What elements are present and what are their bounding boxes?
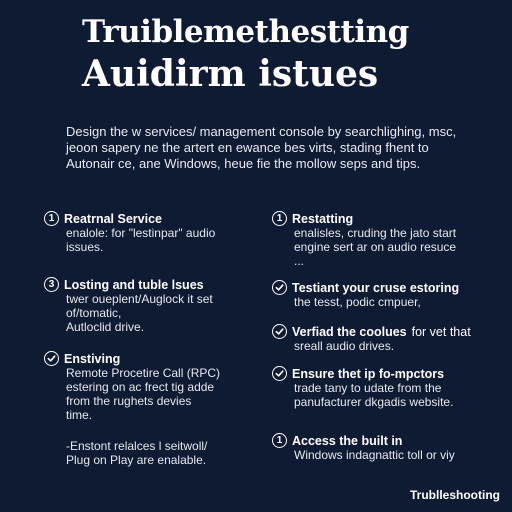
intro-line: jeoon sapery ne the artert en ewance bes virts, stading fhent to [66, 140, 429, 155]
footer-label: Trublleshooting [410, 488, 500, 502]
item-text: panufacturer dkgadis website. [294, 395, 454, 409]
item-text: Plug on Play are enalable. [66, 453, 207, 467]
item-text: -Enstont relalces l seitwoll/ [66, 439, 208, 453]
item-heading: Verfiad the coolues [292, 324, 407, 339]
item-text: of/tomatic, [66, 306, 122, 320]
intro-paragraph [66, 124, 486, 172]
number-one-icon: 1 [44, 211, 59, 226]
item-text: issues. [66, 240, 104, 254]
item-text: Autloclid drive. [66, 320, 145, 334]
title-line-1: Truiblemethestting [82, 14, 409, 50]
page-title [82, 14, 502, 95]
checkmark-icon [44, 351, 59, 366]
right-item-2 [272, 280, 497, 309]
left-item-1 [44, 211, 254, 254]
checkmark-icon [272, 366, 287, 381]
left-item-2 [44, 277, 254, 334]
item-text: Windows indagnattic toll or viy [294, 448, 455, 462]
item-heading: Restatting [292, 211, 354, 226]
intro-line: Design the w services/ management console by searchlighing, msc, [66, 124, 457, 139]
left-item-3 [44, 351, 254, 422]
right-item-5 [272, 433, 497, 462]
number-three-icon: 3 [44, 277, 59, 292]
item-text: time. [66, 408, 93, 422]
item-heading: Enstiving [64, 351, 121, 366]
item-heading: Testiant your cruse estoring [292, 280, 460, 295]
item-text: ... [294, 254, 305, 268]
left-item-4 [66, 439, 276, 467]
item-text: sreall audio drives. [294, 339, 395, 353]
right-item-3 [272, 324, 497, 353]
number-one-icon: 1 [272, 433, 287, 448]
intro-line: Autonair ce, ane Windows, heue fie the mollow seps and tips. [66, 156, 421, 171]
item-text: twer oueplent/Auglock it set [66, 292, 213, 306]
right-item-4 [272, 366, 497, 409]
item-heading: Reatrnal Service [64, 211, 162, 226]
checkmark-icon [272, 324, 287, 339]
item-text: engine sert ar on audio resuce [294, 240, 457, 254]
right-item-1 [272, 211, 497, 268]
item-heading: Losting and tuble lsues [64, 277, 204, 292]
item-text: from the rughets devies [66, 394, 192, 408]
item-text: enalole: for "lestinpar" audio [66, 226, 216, 240]
item-text: the tesst, podic cmpuer, [294, 295, 421, 309]
item-heading: Access the built in [292, 433, 403, 448]
item-heading-tail: for vet that [411, 324, 471, 339]
item-heading: Ensure thet ip fo-mpctors [292, 366, 445, 381]
number-one-icon: 1 [272, 211, 287, 226]
item-text: estering on ac frect tig adde [66, 380, 215, 394]
item-text: Remote Procetire Call (RPC) [66, 366, 221, 380]
item-text: enalisles, cruding the jato start [294, 226, 457, 240]
item-text: trade tany to udate from the [294, 381, 442, 395]
checkmark-icon [272, 280, 287, 295]
title-line-2: Auidirm istues [82, 52, 379, 95]
